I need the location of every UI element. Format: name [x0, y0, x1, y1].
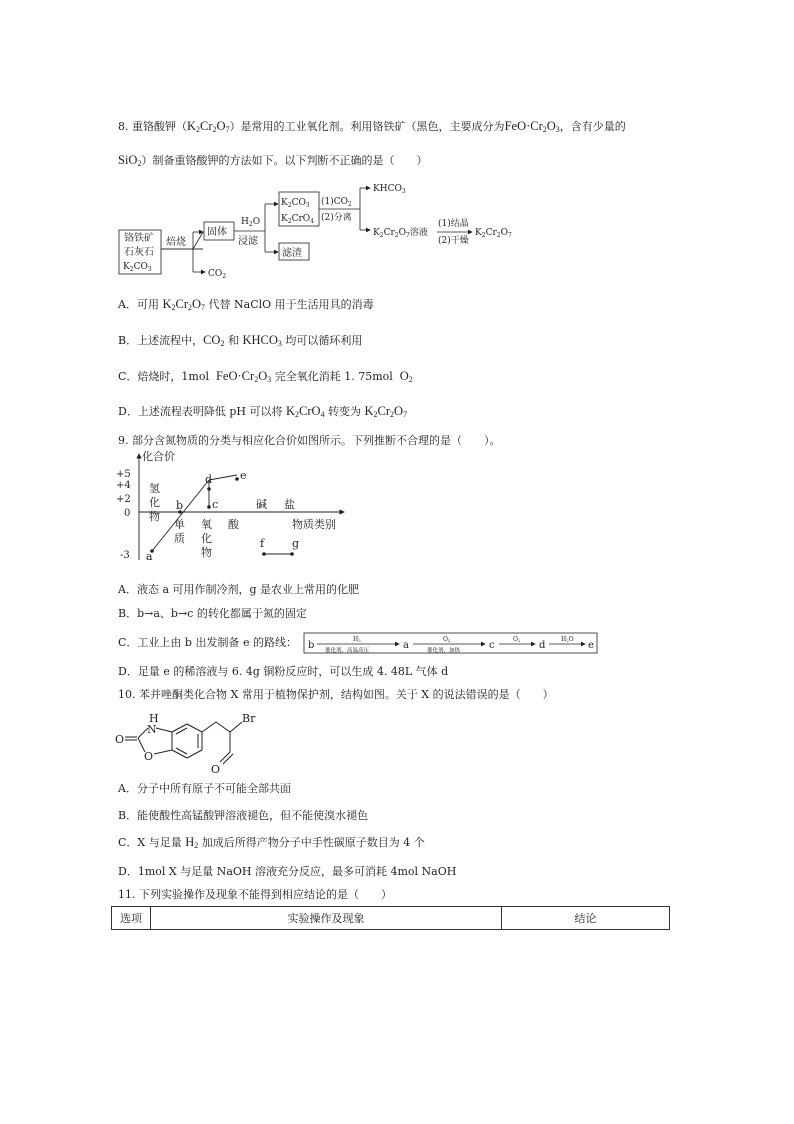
atom-o-ring: O	[144, 750, 154, 763]
point-c	[207, 505, 211, 509]
point-f	[262, 552, 266, 556]
atom-br: Br	[242, 712, 256, 725]
formula-k2cr2o7: $K_2Cr_2O_7$	[187, 119, 230, 134]
leach-label: 浸滤	[238, 236, 258, 247]
cat-salt: 盐	[284, 498, 295, 511]
q9-stem: 9. 部分含氮物质的分类与相应化合价如图所示。下列推断不合理的是（ ）。	[118, 434, 501, 447]
formula-feocr2o3: $FeO\cdot Cr_2O_3$	[504, 119, 560, 134]
solution-label: $K_2Cr_2O_7$溶液	[373, 228, 428, 239]
label-e: e	[240, 469, 247, 482]
cat-element-2: 质	[174, 532, 185, 545]
q9-option-b[interactable]: B．b→a、b→c 的转化都属于氮的固定	[118, 607, 307, 620]
route-cond-1: 催化剂、高温高压	[325, 648, 370, 654]
step1-label: $(1)CO_2$	[321, 197, 352, 208]
q10-option-c[interactable]: C．X 与足量 $H_2$ 加成后所得产物分子中手性碳原子数目为 4 个	[118, 835, 425, 850]
point-e	[235, 477, 239, 481]
cat-oxide-1: 氧	[201, 518, 212, 531]
formula-sio2: SiO$_2$	[118, 153, 142, 168]
tick-plus5: +5	[116, 469, 131, 480]
cat-base: 碱	[256, 498, 267, 511]
q9-option-c[interactable]: C．工业上由 b 出发制备 e 的路线：	[118, 636, 297, 649]
label-b: b	[176, 499, 184, 512]
roast-label: 焙烧	[166, 237, 186, 248]
table-header-row	[112, 907, 670, 930]
label-d: d	[205, 473, 213, 486]
q8-option-d[interactable]: D．上述流程表明降低 pH 可以将 $K_2CrO_4$ 转变为 $K_2Cr_2O_7$	[118, 404, 408, 419]
cat-element-1: 单	[174, 518, 185, 531]
q8-option-c[interactable]: C．焙烧时，1mol $FeO\cdot Cr_2O_3$ 完全氧化消耗 1. 75mol $O_2$	[118, 369, 413, 384]
tick-plus4: +4	[116, 480, 131, 491]
atom-o-carbonyl: O	[115, 733, 125, 746]
label-c: c	[212, 498, 219, 511]
point-d	[207, 487, 211, 491]
label-a: a	[146, 550, 153, 563]
tick-minus3: -3	[120, 550, 130, 561]
route-d: d	[539, 640, 546, 651]
q10-structure	[112, 708, 292, 778]
q11-table	[111, 906, 670, 930]
cryst-label: (1)结晶	[438, 219, 469, 229]
co2-label: $CO_2$	[208, 269, 227, 280]
cat-hydride-2: 化	[149, 496, 160, 509]
q8-stem-line2: SiO$_2$）制备重铬酸钾的方法如下。以下判断不正确的是（ ）	[118, 153, 428, 168]
route-o2-1: O2	[443, 636, 451, 643]
cat-oxide-3: 物	[201, 546, 212, 559]
tick-0: 0	[124, 508, 131, 519]
filtrate-1: $K_2CO_3$	[281, 198, 310, 209]
header-conclusion: 结论	[502, 907, 670, 930]
x-axis-title: 物质类别	[292, 518, 336, 531]
q8-option-a[interactable]: A．可用 $K_2Cr_2O_7$ 代替 NaClO 用于生活用具的消毒	[118, 297, 374, 312]
q10-stem: 10. 苯并唑酮类化合物 X 常用于植物保护剂，结构如图。关于 X 的说法错误的是（ ）	[118, 688, 554, 701]
atom-o-aldehyde: O	[211, 763, 221, 776]
valence-class-chart	[112, 448, 362, 578]
label-g: g	[292, 537, 300, 550]
route-e: e	[588, 640, 594, 651]
residue-label: 滤渣	[282, 248, 302, 259]
q9-route-box	[303, 631, 599, 655]
route-h2o: H2O	[561, 636, 574, 643]
route-a: a	[403, 640, 409, 651]
q8-option-b[interactable]: B．上述流程中，$CO_2$ 和 $KHCO_3$ 均可以循环利用	[118, 333, 363, 348]
raw-2: 石灰石	[124, 247, 154, 258]
cat-hydride-3: 物	[149, 510, 160, 523]
cat-acid: 酸	[228, 518, 239, 531]
khco3-label: $KHCO_3$	[373, 184, 406, 195]
cat-hydride-1: 氢	[149, 482, 160, 495]
filtrate-2: $K_2CrO_4$	[281, 214, 314, 225]
q8-stem-line1: 8. 重铬酸钾$(K_2Cr_2O_7)$是常用的工业氧化剂。利用铬铁矿（黑色，主要成分为$FeO\cdot Cr_2O_3$，含有少量的	[118, 119, 626, 134]
point-g	[290, 552, 294, 556]
route-h2: H2	[353, 636, 361, 643]
label-f: f	[260, 537, 265, 550]
q10-option-a[interactable]: A．分子中所有原子不可能全部共面	[118, 782, 291, 795]
route-cond-2: 催化剂，加热	[427, 648, 461, 654]
atom-h: H	[149, 712, 159, 725]
cat-oxide-2: 化	[201, 532, 212, 545]
q11-stem: 11. 下列实验操作及现象不能得到相应结论的是（ ）	[118, 888, 392, 901]
q10-option-b[interactable]: B．能使酸性高锰酸钾溶液褪色，但不能使溴水褪色	[118, 809, 369, 822]
q10-option-d[interactable]: D．1mol X 与足量 NaOH 溶液充分反应，最多可消耗 4mol NaOH	[118, 865, 457, 878]
atom-n: N	[147, 723, 157, 736]
tick-plus2: +2	[116, 494, 131, 505]
product-label: $K_2Cr_2O_7$	[475, 228, 512, 239]
header-operation: 实验操作及现象	[151, 907, 502, 930]
q8-flow-diagram	[115, 178, 535, 288]
route-o2-2: O2	[513, 636, 521, 643]
y-axis-title: 化合价	[142, 450, 175, 463]
solid-label: 固体	[207, 227, 227, 238]
step2-label: (2)分离	[321, 213, 352, 223]
h2o-label: $H_2O$	[241, 217, 261, 228]
dry-label: (2)干燥	[438, 236, 469, 246]
q9-option-d[interactable]: D．足量 e 的稀溶液与 6. 4g 铜粉反应时，可以生成 4. 48L 气体 d	[118, 665, 449, 678]
q9-option-a[interactable]: A．液态 a 可用作制冷剂，g 是农业上常用的化肥	[118, 583, 360, 596]
raw-1: 铬铁矿	[124, 233, 154, 244]
raw-3: $K_2CO_3$	[123, 262, 152, 273]
route-b: b	[308, 640, 315, 651]
header-option: 选项	[112, 907, 151, 930]
route-c: c	[489, 640, 495, 651]
